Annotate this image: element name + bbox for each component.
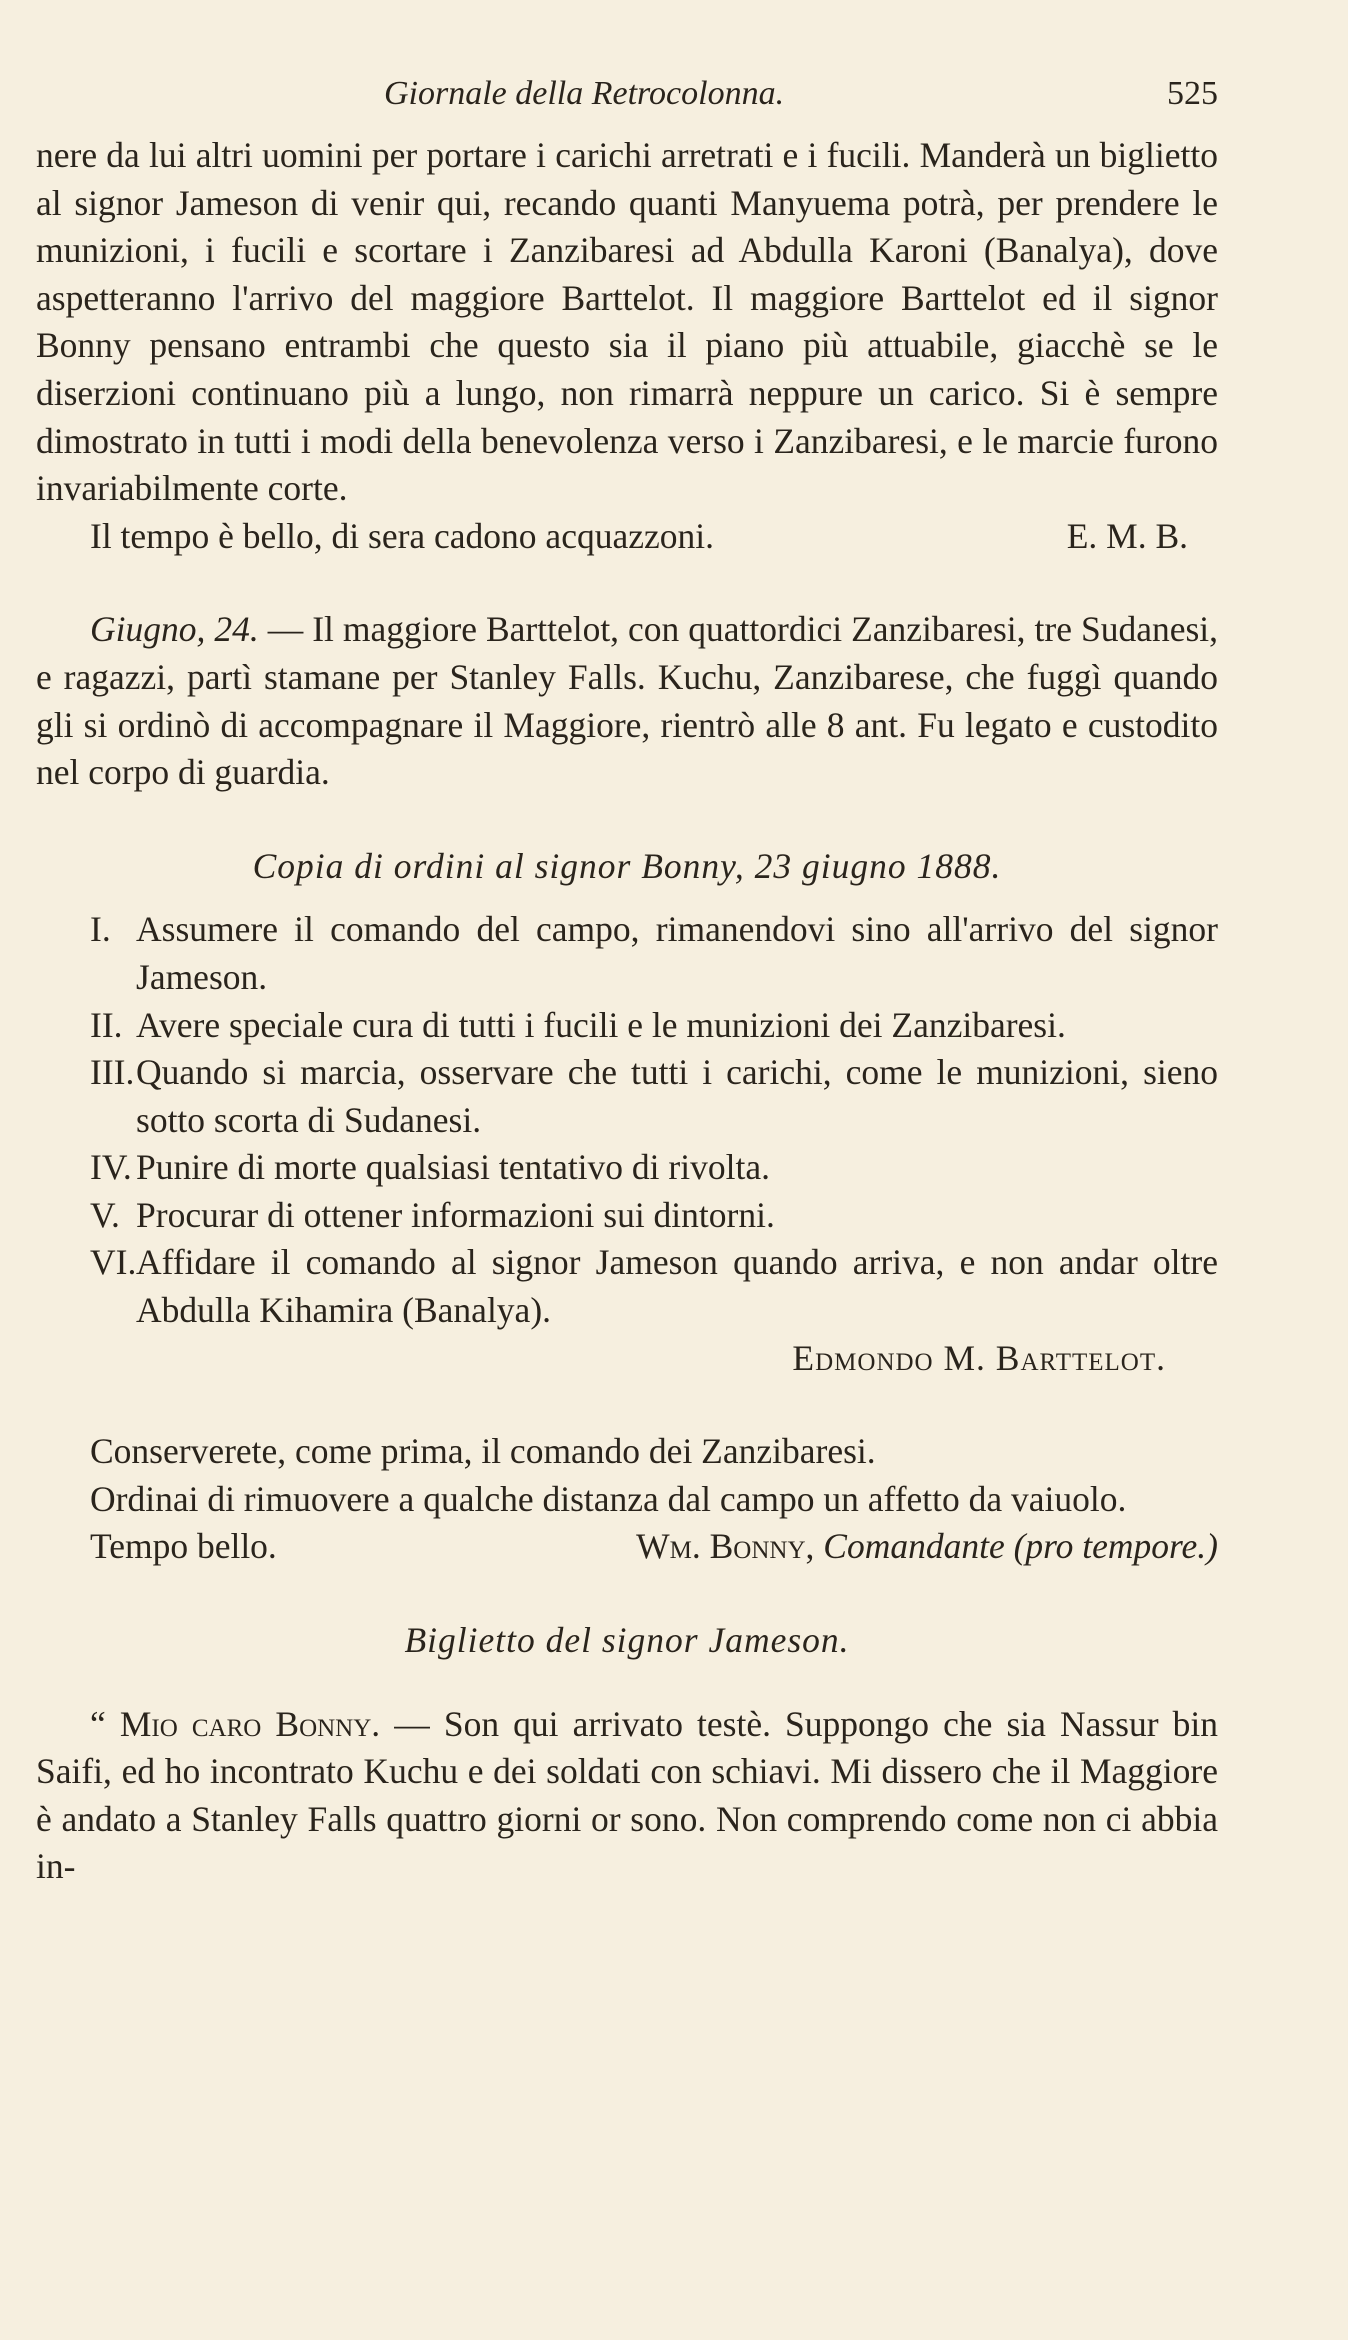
initials: E. M. B. [1066, 515, 1188, 556]
diary-entry-june-24 [36, 606, 1218, 796]
page-body [36, 132, 1218, 1891]
signatory-name: Wm. Bonny, [636, 1526, 815, 1567]
letter-paragraph [36, 1701, 1218, 1891]
running-head [36, 70, 1218, 118]
signatory-role: Comandante (pro tempore.) [823, 1526, 1218, 1567]
page-number: 525 [1167, 75, 1218, 112]
order-text: Punire di morte qualsiasi tentativo di rivolta. [136, 1147, 770, 1188]
command-paragraph: Conserverete, come prima, il comando dei Zanzibaresi. [90, 1431, 876, 1472]
letter-text: — Son qui arrivato testè. Suppongo che sia Nassur bin Saifi, ed ho incontrato Kuchu e dei soldati con schiavi. Mi dissero che il Maggiore è andato a Stanley Falls quattro giorni or sono. Non comprendo come non ci abbia in- [36, 1703, 1219, 1887]
order-text: Affidare il comando al signor Jameson quando arriva, e non andar oltre Abdulla Kihamira (Banalya). [136, 1242, 1218, 1331]
entry-text: — Il maggiore Barttelot, con quattordici Zanzibaresi, tre Sudanesi, e ragazzi, partì stamane per Stanley Falls. Kuchu, Zanzibarese, che fuggì quando gli si ordinò di accompagnare il Maggiore, rientrò alle 8 ant. Fu legato e custodito nel corpo di guardia. [36, 609, 1219, 793]
order-item [36, 1192, 1218, 1240]
smallpox-paragraph: Ordinai di rimuovere a qualche distanza dal campo un affetto da vaiuolo. [90, 1478, 1127, 1519]
bonny-signature [636, 1523, 1218, 1571]
entry-date: Giugno, 24. [90, 609, 259, 650]
order-item [36, 906, 1218, 1001]
paragraph-continuation: nere da lui altri uomini per portare i carichi arretrati e i fucili. Manderà un biglietto al signor Jameson di venir qui, recando quanti Manyuema potrà, per prendere le munizioni, i fucili e scortare i Zanzibaresi ad Abdulla Karoni (Banalya), dove aspetteranno l'arrivo del maggiore Barttelot. Il maggiore Barttelot ed il signor Bonny pensano entrambi che questo sia il piano più attuabile, giacchè se le diserzioni continuano più a lungo, non rimarrà neppure un carico. Si è sempre dimostrato in tutti i modi della benevolenza verso i Zanzibaresi, e le marcie furono invariabilmente corte. [36, 135, 1218, 509]
order-item [36, 1144, 1218, 1192]
order-number: II. [90, 1004, 123, 1045]
letter-heading: Biglietto del signor Jameson. [404, 1620, 850, 1661]
bonny-signature-line [36, 1523, 1218, 1571]
order-number: V. [90, 1194, 120, 1235]
running-title: Giornale della Retrocolonna. [384, 75, 785, 112]
order-item [36, 1239, 1218, 1334]
orders-heading: Copia di ordini al signor Bonny, 23 giugno 1888. [252, 845, 1002, 886]
weather-note: Tempo bello. [90, 1526, 277, 1567]
order-item [36, 1002, 1218, 1050]
order-number: III. [90, 1052, 135, 1093]
orders-signature: Edmondo M. Barttelot. [792, 1337, 1166, 1378]
order-number: IV. [90, 1147, 132, 1188]
order-text: Assumere il comando del campo, rimanendovi sino all'arrivo del signor Jameson. [136, 909, 1218, 997]
order-number: I. [90, 909, 111, 950]
spacer [36, 797, 1218, 843]
spacer [36, 1571, 1218, 1617]
weather-text: Il tempo è bello, di sera cadono acquazzoni. [90, 515, 714, 556]
letter-salutation: “ Mio caro Bonny. [90, 1703, 381, 1744]
spacer [36, 560, 1218, 606]
spacer [36, 1665, 1218, 1701]
order-text: Procurar di ottener informazioni sui dintorni. [136, 1194, 775, 1235]
orders-list [36, 906, 1218, 1334]
order-text: Quando si marcia, osservare che tutti i carichi, come le munizioni, sieno sotto scorta di Sudanesi. [136, 1052, 1218, 1140]
order-text: Avere speciale cura di tutti i fucili e le munizioni dei Zanzibaresi. [136, 1004, 1066, 1045]
weather-paragraph [36, 513, 1218, 561]
spacer [36, 1382, 1218, 1428]
order-number: VI. [90, 1242, 137, 1283]
order-item [36, 1049, 1218, 1144]
